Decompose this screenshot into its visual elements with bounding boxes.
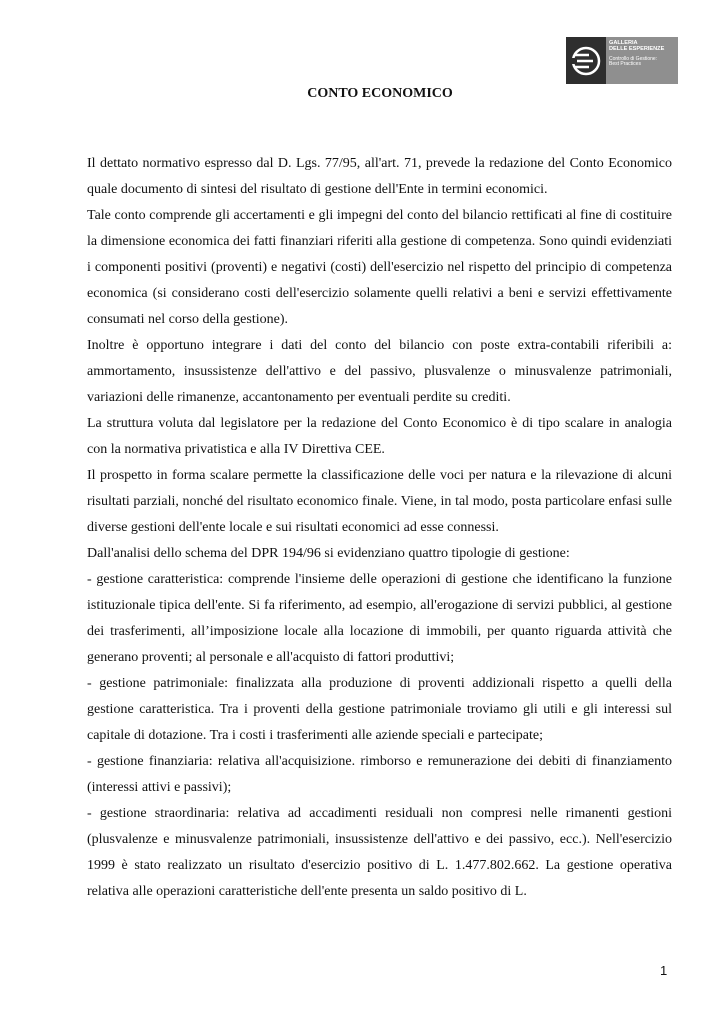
- paragraph: - gestione straordinaria: relativa ad accadimenti residuali non compresi nelle rimanenti gestioni (plusvalenze e minusvalenze patrimoniali, insussistenze dell'attivo e dei passivo, ecc.). Nell'esercizio 1999 è stato realizzato un risultato d'esercizio positivo di L. 1.477.802.662. La gestione operativa relativa alle operazioni caratteristiche dell'ente presenta un saldo positivo di L.: [87, 806, 672, 899]
- page-title: CONTO ECONOMICO: [307, 86, 453, 101]
- paragraph: - gestione caratteristica: comprende l'insieme delle operazioni di gestione che identificano la funzione istituzionale tipica dell'ente. Si fa riferimento, ad esempio, all'erogazione di servizi pubblici, al gestione dei trasferimenti, all’imposizione locale alla locazione di immobili, per quanto riguarda attività che generano proventi; al personale e all'acquisto di fattori produttivi;: [87, 572, 672, 665]
- paragraph: - gestione finanziaria: relativa all'acquisizione. rimborso e remunerazione dei debiti di finanziamento (interessi attivi e passivi);: [87, 754, 672, 795]
- logo-sub1: Controllo di Gestione:: [609, 55, 658, 62]
- paragraph: Tale conto comprende gli accertamenti e gli impegni del conto del bilancio rettificati al fine di costituire la dimensione economica dei fatti finanziari riferiti alla gestione di competenza. Sono quindi evidenziati i componenti positivi (proventi) e negativi (costi) dell'esercizio nel rispetto del principio di competenza economica (si considerano costi dell'esercizio solamente quelli relativi a beni e servizi effettivamente consumati nel corso della gestione).: [87, 208, 672, 327]
- galleria-logo: [566, 37, 678, 84]
- paragraph: Inoltre è opportuno integrare i dati del conto del bilancio con poste extra-contabili riferibili a: ammortamento, insussistenze dell'attivo e del passivo, plusvalenze o minusvalenze patrimoniali, variazioni delle rimanenze, accantonamento per eventuali perdite su crediti.: [87, 338, 672, 405]
- logo-line1: GALLERIA: [609, 40, 638, 46]
- paragraph: La struttura voluta dal legislatore per la redazione del Conto Economico è di tipo scalare in analogia con la normativa privatistica e alla IV Direttiva CEE.: [87, 416, 672, 457]
- paragraph: - gestione patrimoniale: finalizzata alla produzione di proventi addizionali rispetto a quelli della gestione caratteristica. Tra i proventi della gestione patrimoniale troviamo gli utili e gli interessi sul capitale di dotazione. Tra i costi i trasferimenti alle aziende speciali e partecipate;: [87, 676, 672, 743]
- logo-text: [606, 37, 678, 84]
- logo-sub2: Best Practices: [609, 60, 641, 67]
- logo-emblem-icon: [566, 37, 606, 84]
- paragraph: Dall'analisi dello schema del DPR 194/96 si evidenziano quattro tipologie di gestione:: [87, 546, 570, 561]
- paragraph: Il prospetto in forma scalare permette la classificazione delle voci per natura e la rilevazione di alcuni risultati parziali, nonché del risultato economico finale. Viene, in tal modo, posta particolare enfasi sulle diverse gestioni dell'ente locale e sui risultati economici ad esse connessi.: [87, 468, 672, 535]
- logo-line2: DELLE ESPERIENZE: [609, 45, 665, 52]
- paragraph: Il dettato normativo espresso dal D. Lgs. 77/95, all'art. 71, prevede la redazione del Conto Economico quale documento di sintesi del risultato di gestione dell'Ente in termini economici.: [87, 156, 672, 197]
- body-text: [87, 151, 672, 905]
- page-number: 1: [660, 963, 668, 978]
